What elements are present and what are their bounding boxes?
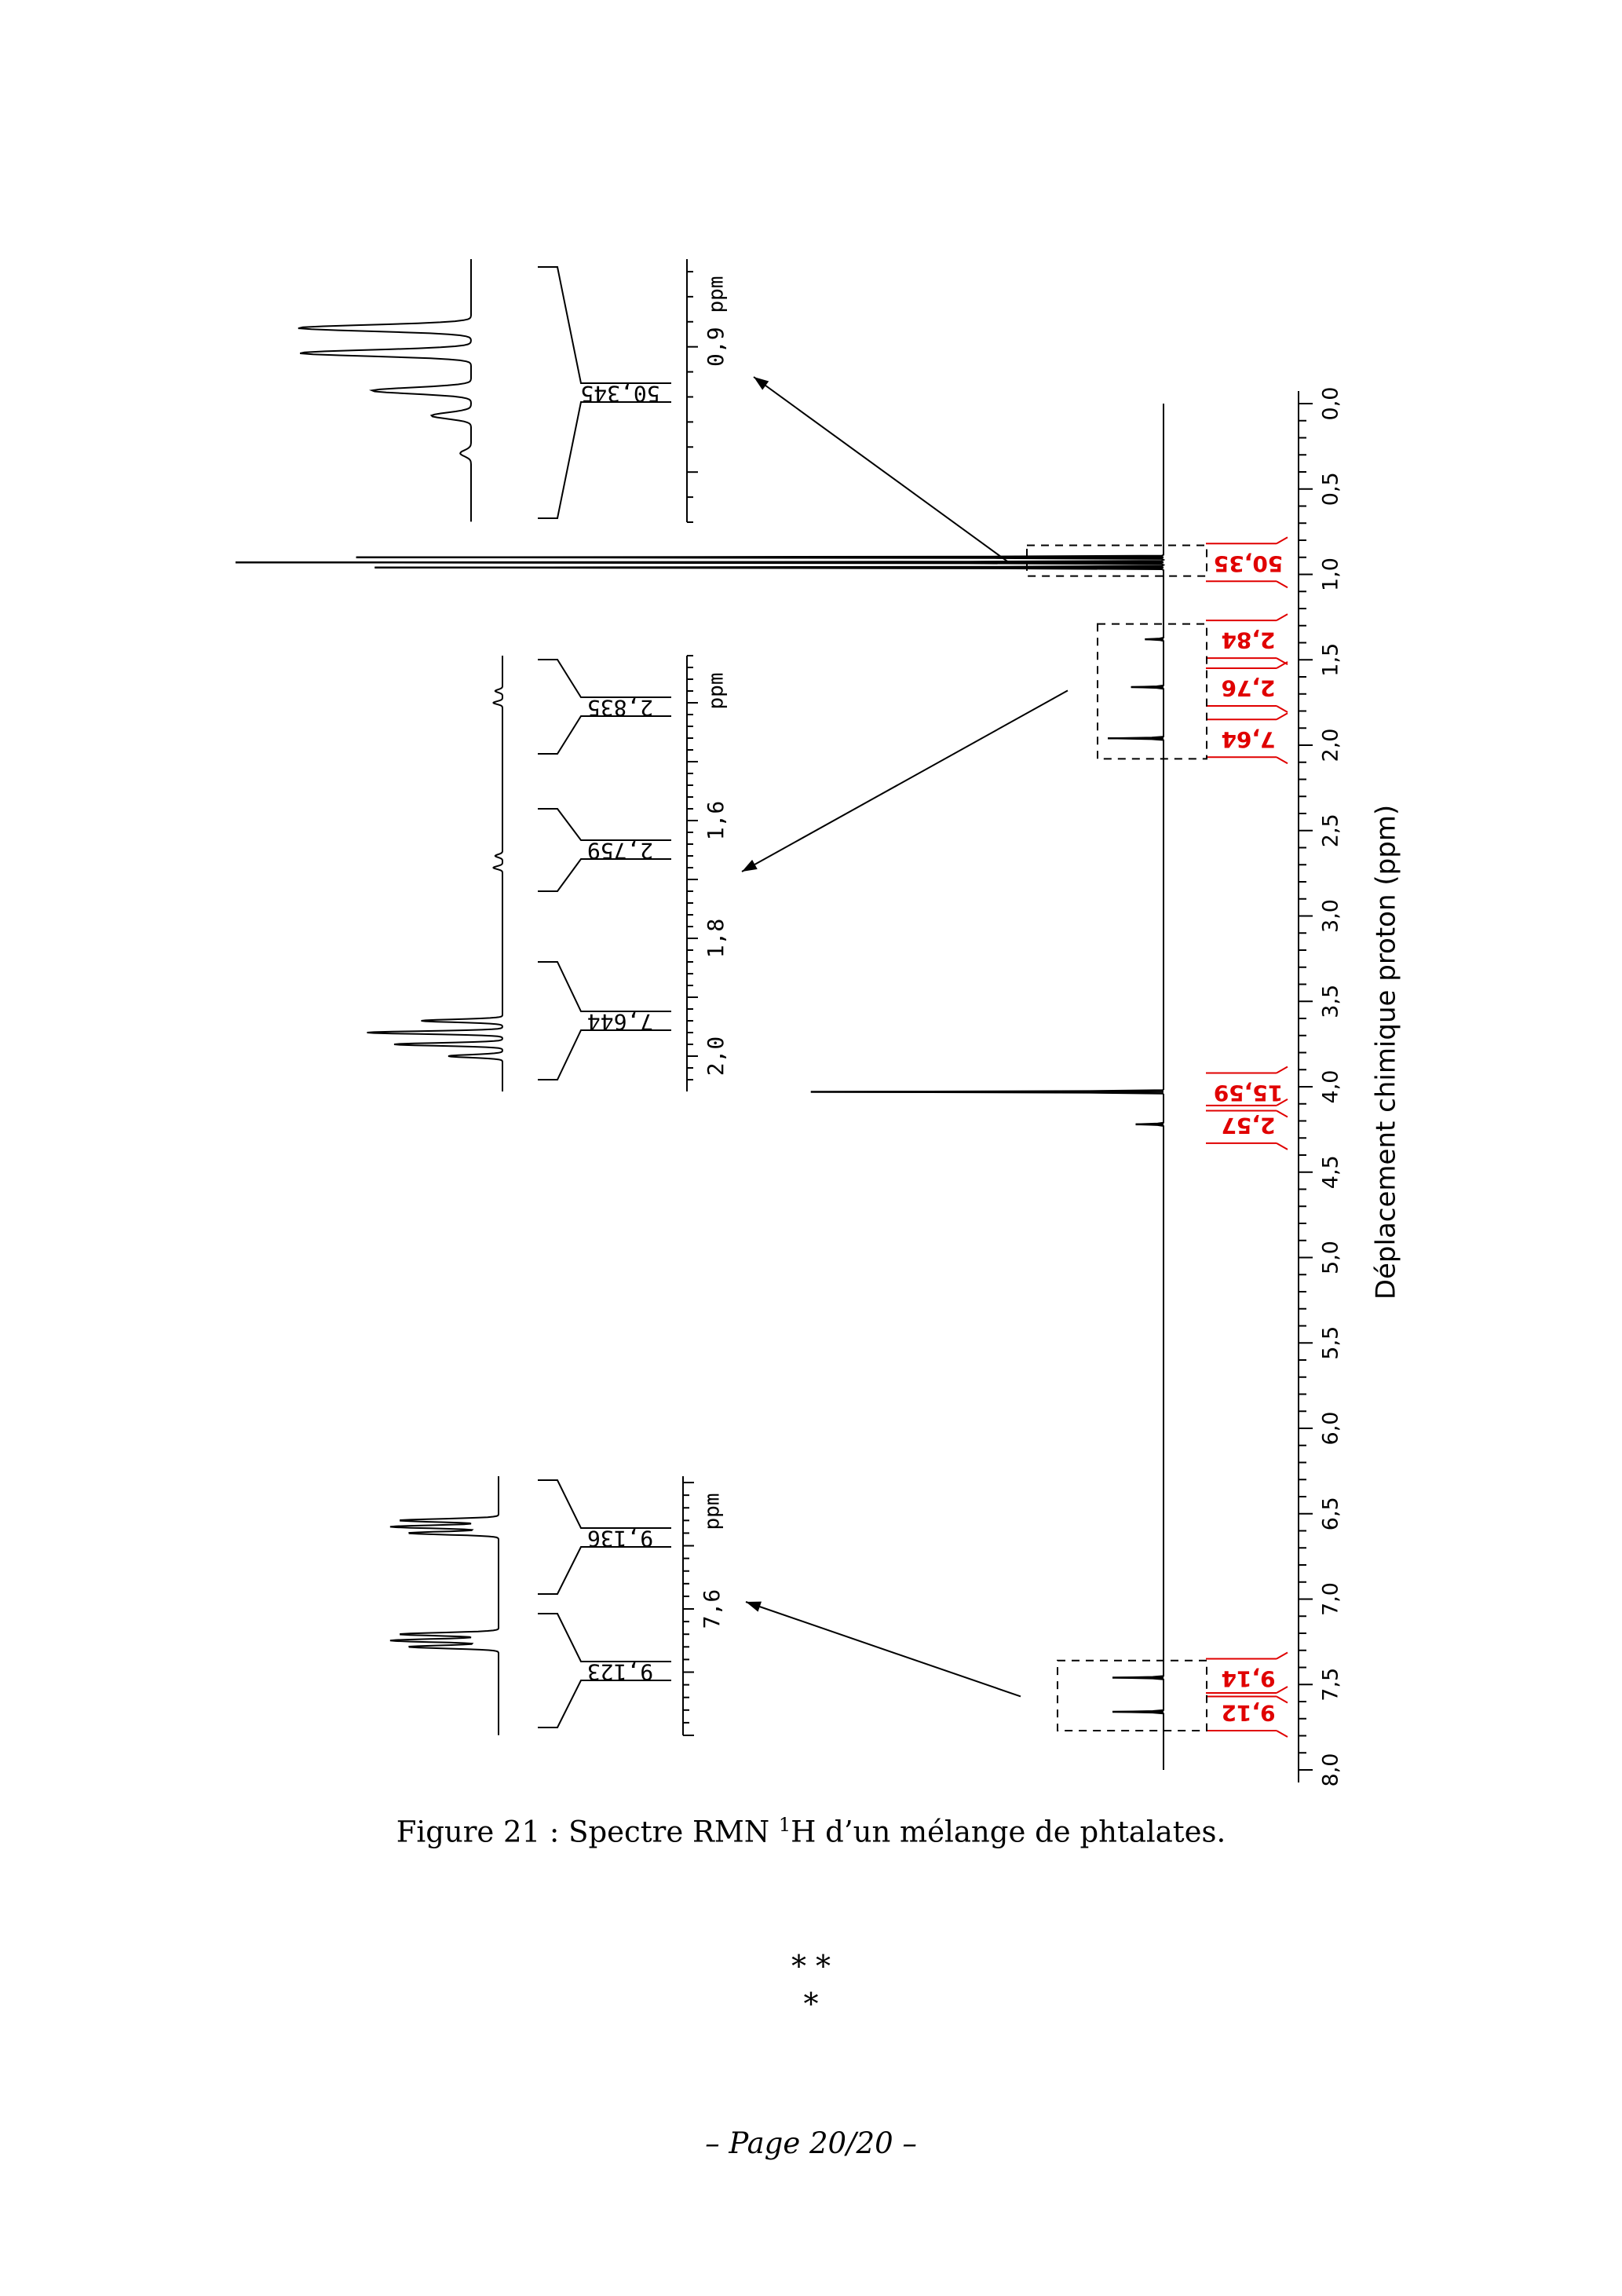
integral-regions	[1206, 537, 1288, 1737]
shift-tick-label: 3,5	[1318, 984, 1343, 1018]
svg-text:2,759: 2,759	[586, 838, 654, 864]
inset-7.6	[390, 1476, 725, 1735]
caption-rest: H d’un mélange de phtalates.	[791, 1815, 1226, 1849]
zoom-arrow-0	[754, 377, 1009, 562]
inset-integral	[538, 809, 671, 891]
inset-integral	[538, 267, 671, 518]
shift-tick-label: 4,5	[1318, 1155, 1343, 1190]
shift-tick-label: 7,5	[1318, 1667, 1343, 1702]
inset-1.6-2.0	[367, 656, 729, 1091]
spectrum-trace	[236, 404, 1164, 1770]
svg-text:15,59: 15,59	[1213, 1080, 1284, 1106]
svg-text:2,57: 2,57	[1221, 1112, 1276, 1139]
svg-text:7,64: 7,64	[1221, 726, 1276, 753]
inset-integral	[538, 962, 671, 1080]
integral-3	[1206, 713, 1288, 763]
shift-tick-label: 6,5	[1318, 1497, 1343, 1531]
svg-text:2,76: 2,76	[1221, 675, 1276, 702]
inset-tick-label: 2,0	[703, 1036, 729, 1077]
shift-tick-label: 1,0	[1318, 558, 1343, 591]
separator-stars-bottom: *	[803, 1987, 819, 2021]
shift-tick-label: 0,5	[1318, 472, 1343, 506]
zoom-arrowhead-2	[746, 1602, 762, 1612]
svg-text:9,123: 9,123	[586, 1659, 654, 1685]
x-axis-label: Déplacement chimique proton (ppm)	[1370, 804, 1402, 1300]
zoom-arrow-1	[742, 690, 1068, 872]
shift-axis	[1299, 387, 1402, 1787]
shift-tick-label: 4,0	[1318, 1069, 1343, 1104]
inset-tick-label: 7,6	[699, 1589, 725, 1629]
inset-tick-label: 0,9	[703, 327, 729, 367]
shift-tick-label: 2,0	[1318, 728, 1343, 762]
svg-text:50,35: 50,35	[1213, 550, 1284, 577]
zoom-box-2	[1058, 1661, 1207, 1731]
caption-prefix: Figure 21 : Spectre RMN	[396, 1815, 779, 1849]
shift-tick-label: 7,0	[1318, 1582, 1343, 1616]
integral-2	[1206, 662, 1288, 712]
separator-stars-top: * *	[791, 1949, 831, 1983]
shift-tick-label: 5,0	[1318, 1241, 1343, 1274]
zoom-arrowhead-1	[742, 860, 758, 872]
zoom-arrowhead-0	[754, 377, 769, 390]
shift-tick-label: 5,5	[1318, 1325, 1343, 1360]
svg-text:7,644: 7,644	[586, 1009, 654, 1035]
inset-integral	[538, 1614, 671, 1727]
integral-6	[1206, 1653, 1288, 1703]
shift-tick-label: 3,0	[1318, 899, 1343, 933]
svg-text:9,136: 9,136	[586, 1526, 654, 1552]
svg-text:9,12: 9,12	[1221, 1700, 1276, 1727]
inset-unit-label: ppm	[704, 276, 729, 313]
inset-trace	[367, 656, 503, 1091]
main-spectrum	[236, 404, 1164, 1770]
shift-tick-label: 2,5	[1318, 813, 1343, 848]
inset-spectra	[298, 259, 729, 1735]
inset-integral	[538, 660, 671, 754]
inset-tick-label: 1,6	[703, 800, 729, 841]
inset-tick-label: 1,8	[703, 918, 729, 959]
integral-0	[1206, 537, 1288, 587]
integral-4	[1206, 1067, 1288, 1117]
integral-7	[1206, 1687, 1288, 1737]
inset-unit-label: ppm	[704, 672, 729, 710]
inset-unit-label: ppm	[700, 1493, 725, 1530]
zoom-boxes	[742, 377, 1207, 1731]
shift-tick-label: 8,0	[1318, 1753, 1343, 1787]
zoom-arrow-2	[746, 1602, 1021, 1696]
svg-text:9,14: 9,14	[1221, 1665, 1276, 1692]
inset-integral	[538, 1480, 671, 1594]
integral-1	[1206, 614, 1288, 664]
svg-text:2,84: 2,84	[1221, 627, 1276, 654]
svg-text:2,835: 2,835	[586, 695, 654, 721]
inset-trace	[390, 1476, 499, 1735]
page-footer: – Page 20/20 –	[705, 2126, 917, 2160]
inset-trace	[298, 259, 471, 521]
figure-caption	[0, 1814, 1622, 1848]
inset-0.9	[298, 259, 729, 522]
shift-tick-label: 6,0	[1318, 1411, 1343, 1446]
shift-tick-label: 0,0	[1318, 386, 1343, 421]
svg-text:50,345: 50,345	[580, 381, 660, 407]
caption-superscript: 1	[778, 1814, 791, 1836]
shift-tick-label: 1,5	[1318, 642, 1343, 677]
